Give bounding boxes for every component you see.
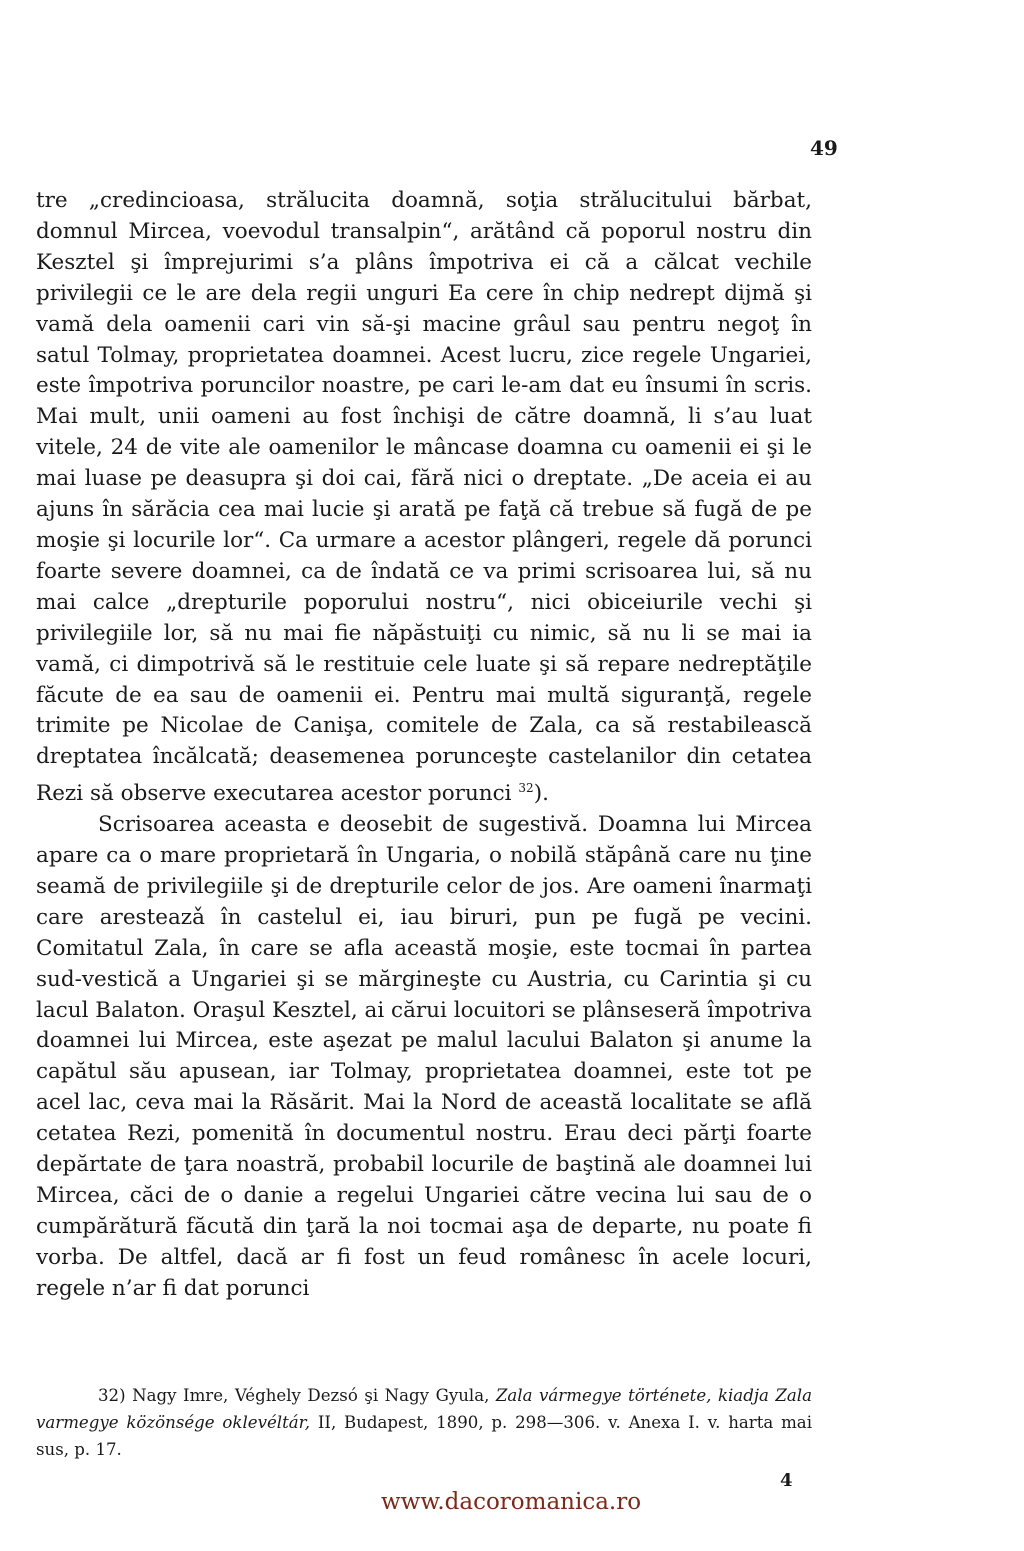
footnote <box>36 1382 812 1463</box>
paragraph-1 <box>36 186 812 810</box>
footnote-reference: 32 <box>518 781 534 796</box>
paragraph-1-text: tre „credincioasa, strălucita doamnă, soţia strălucitului bărbat, domnul Mircea, voevodul transalpin“, arătând că poporul nostru din Kesztel şi împrejurimi s’a plâns împotriva ei că a călcat vechile privilegii ce le are dela regii unguri Ea cere în chip nedrept dijmă şi vamă dela oamenii cari vin să-şi macine grâul sau pentru negoţ în satul Tolmay, proprietatea doamnei. Acest lucru, zice regele Ungariei, este împotriva poruncilor noastre, pe cari le-am dat eu însumi în scris. Mai mult, unii oameni au fost închişi de către doamnă, li s’au luat vitele, 24 de vite ale oamenilor le mâncase doamna cu oamenii ei şi le mai luase pe deasupra şi doi cai, fără nici o dreptate. „De aceia ei au ajuns în sărăcia cea mai lucie şi arată pe faţă că trebue să fugă de pe moşie şi locurile lor“. Ca urmare a acestor plângeri, regele dă porunci foarte severe doamnei, ca de îndată ce va primi scrisoarea lui, să nu mai calce „drepturile poporului nostru“, nici obiceiurile vechi şi privilegiile lor, să nu mai fie năpăstuiţi cu nimic, să nu li se mai ia vamă, ci dimpotrivă să le restituie cele luate şi să repare nedreptăţile făcute de ea sau de oamenii ei. Pentru mai multă siguranţă, regele trimite pe Nicolae de Canişa, comitele de Zala, ca să restabilească dreptatea încălcată; deasemenea porunceşte castelanilor din cetatea Rezi să observe executarea acestor porunci <box>36 188 812 807</box>
footnote-32 <box>36 1382 812 1463</box>
footnote-rest: II, Budapest, 1890, p. 298—306. v. Anexa I. v. harta mai sus, p. 17. <box>36 1413 813 1459</box>
page-number: 49 <box>810 136 838 160</box>
watermark: www.dacoromanica.ro <box>381 1489 642 1515</box>
paragraph-1-end: ). <box>533 781 549 807</box>
footnote-title: Zala vármegye története, kiadja Zala varmegye közönsége oklevéltár, <box>36 1386 812 1432</box>
body-text <box>36 186 812 1305</box>
paragraph-2: Scrisoarea aceasta e deosebit de sugestivă. Doamna lui Mircea apare ca o mare proprietară în Ungaria, o nobilă stăpână care nu ţine seamă de privilegiile şi de drepturile celor de jos. Are oameni înarmaţi care aresteazǎ în castelul ei, iau biruri, pun pe fugă pe vecini. Comitatul Zala, în care se afla această moşie, este tocmai în partea sud-vestică a Ungariei şi se mărgineşte cu Austria, cu Carintia şi cu lacul Balaton. Oraşul Kesztel, ai cărui locuitori se plânseseră împotriva doamnei lui Mircea, este aşezat pe malul lacului Balaton şi anume la capătul său apusean, iar Tolmay, proprietatea doamnei, este tot pe acel lac, ceva mai la Răsărit. Mai la Nord de această localitate se află cetatea Rezi, pomenită în documentul nostru. Erau deci părţi foarte depărtate de ţara noastră, probabil locurile de baştină ale doamnei lui Mircea, căci de o danie a regelui Ungariei către vecina lui sau de o cumpărătură făcută din ţară la noi tocmai aşa de departe, nu poate fi vorba. De altfel, dacă ar fi fost un feud românesc în acele locuri, regele n’ar fi dat porunci <box>36 812 812 1301</box>
footnote-lead: 32) Nagy Imre, Véghely Dezsó şi Nagy Gyula, <box>98 1386 490 1405</box>
signature-mark: 4 <box>780 1470 793 1491</box>
